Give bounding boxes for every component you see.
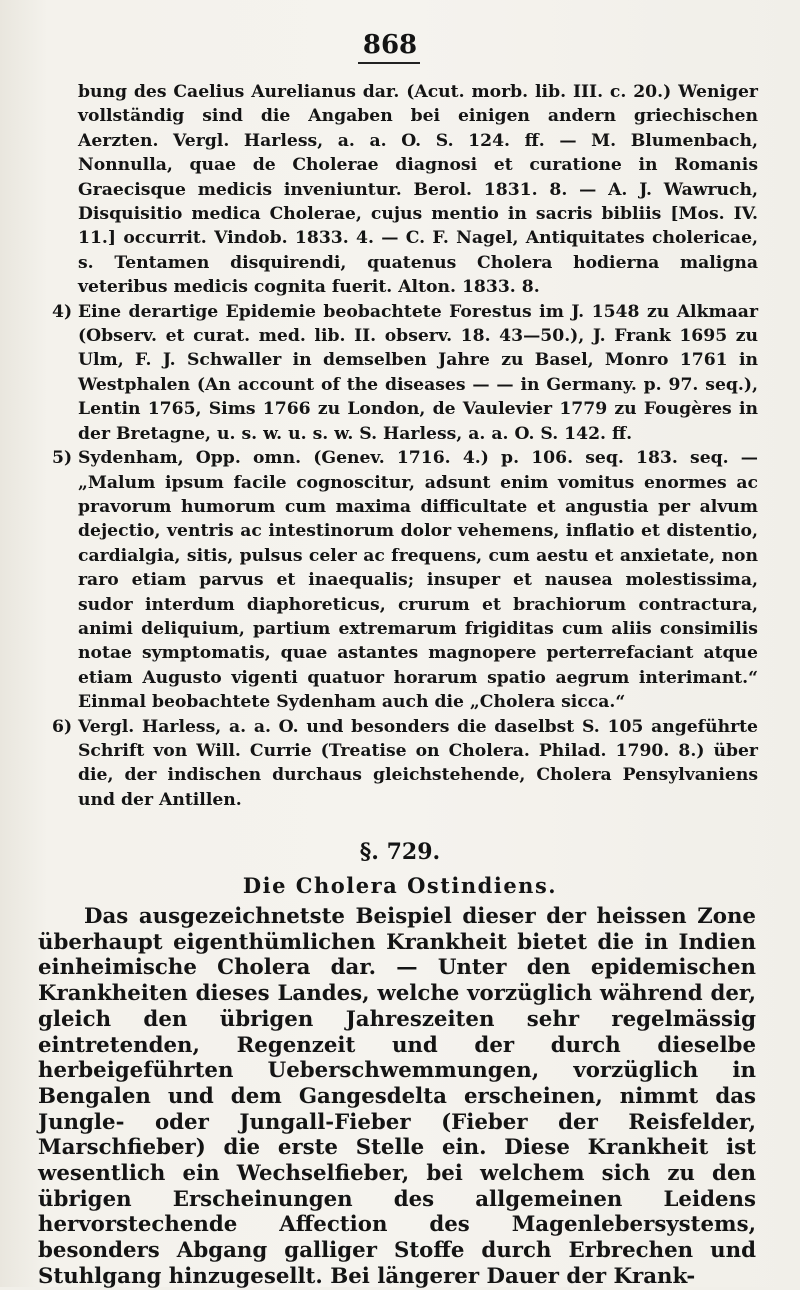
footnote-number: 5) xyxy=(52,448,73,469)
footnote-6 xyxy=(52,715,758,813)
header-rule xyxy=(358,62,420,64)
footnote-text: Eine derartige Epidemie beobachtete Forestus im J. 1548 zu Alkmaar (Observ. et curat. med. lib. II. observ. 18. 43—50.), J. Frank 1695 zu Ulm, F. J. Schwaller in demselben Jahre zu Basel, Monro 1761 in Westphalen (An account of the diseases — — in Germany. p. 97. seq.), Lentin 1765, Sims 1766 zu London, de Vaulevier 1779 zu Fougères in der Bretagne, u. s. w. u. s. w. S. Harless, a. a. O. S. 142. ff. xyxy=(78,301,758,444)
footnote-continued xyxy=(78,80,758,300)
footnote-4 xyxy=(52,300,758,446)
footnote-5 xyxy=(52,446,758,714)
body-text xyxy=(38,904,756,1290)
section-title: Die Cholera Ostindiens. xyxy=(242,873,558,898)
section-number: §. 729. xyxy=(359,839,441,865)
footnote-text: bung des Caelius Aurelianus dar. (Acut. morb. lib. III. c. 20.) Weniger vollständig sind die Angaben bei einigen andern griechischen Aerzten. Vergl. Harless, a. a. O. S. 124. ff. — M. Blumenbach, Nonnulla, quae de Cholerae diagnosi et curatione in Romanis Graecisque medicis inveniuntur. Berol. 1831. 8. — A. J. Wawruch, Disquisitio medica Cholerae, cujus mentio in sacris bibliis [Mos. IV. 11.] occurrit. Vindob. 1833. 4. — C. F. Nagel, Antiquitates cholericae, s. Tentamen disquirendi, quatenus Cholera hodierna maligna veteribus medicis cognita fuerit. Alton. 1833. 8. xyxy=(78,82,758,298)
body-paragraph: Das ausgezeichnetste Beispiel dieser der heissen Zone überhaupt eigenthümlichen Krankheit bietet die in Indien einheimische Cholera dar. — Unter den epidemischen Krankheiten dieses Landes, welche vorzüglich während der, gleich den übrigen Jahreszeiten sehr regelmässig eintretenden, Regenzeit und der durch dieselbe herbeigeführten Ueberschwemmungen, vorzüglich in Bengalen und dem Gangesdelta erscheinen, nimmt das Jungle- oder Jungall-Fieber (Fieber der Reisfelder, Marschfieber) die erste Stelle ein. Diese Krankheit ist wesentlich ein Wechselfieber, bei welchem sich zu den übrigen Erscheinungen des allgemeinen Leidens hervorstechende Affection des Magenlebersystems, besonders Abgang galliger Stoffe durch Erbrechen und Stuhlgang hinzugesellt. Bei längerer Dauer der Krank- xyxy=(38,904,756,1289)
footnote-text: Sydenham, Opp. omn. (Genev. 1716. 4.) p. 106. seq. 183. seq. — „Malum ipsum facile cognoscitur, adsunt enim vomitus enormes ac pravorum humorum cum maxima difficultate et angustia per alvum dejectio, ventris ac intestinorum dolor vehemens, inflatio et distentio, cardialgia, sitis, pulsus celer ac frequens, cum aestu et anxietate, non raro etiam parvus et inaequalis; insuper et nausea molestissima, sudor interdum diaphoreticus, crurum et brachiorum contractura, animi deliquium, partium extremarum frigiditas cum aliis consimilis notae symptomatis, quae astantes magnopere perterrefaciant atque etiam Augusto vigenti quatuor horarum spatio aegrum interimant.“ Einmal beobachtete Sydenham auch die „Cholera sicca.“ xyxy=(78,448,758,713)
footnote-text: Vergl. Harless, a. a. O. und besonders die daselbst S. 105 angeführte Schrift von Will. Currie (Treatise on Cholera. Philad. 1790. 8.) über die, der indischen durchaus gleichstehende, Cholera Pensylvaniens und der Antillen. xyxy=(78,716,758,810)
footnote-number: 4) xyxy=(52,301,73,322)
page-number: 868 xyxy=(362,30,418,60)
footnote-number: 6) xyxy=(52,716,73,737)
section-heading xyxy=(0,838,800,902)
footnotes xyxy=(52,80,758,812)
